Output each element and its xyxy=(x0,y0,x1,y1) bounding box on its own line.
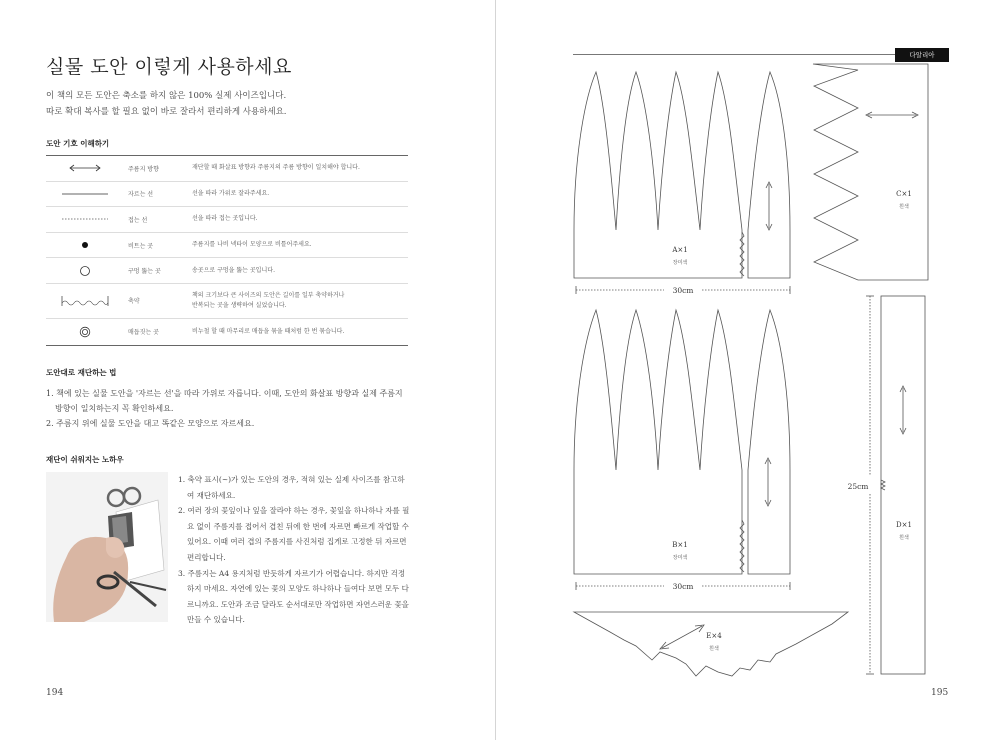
tips-list xyxy=(178,472,410,628)
pattern-c-shape xyxy=(813,64,928,280)
pattern-b-grain-arrow xyxy=(765,458,771,506)
clip-scissors-photo xyxy=(46,472,168,622)
tip-item: 2. 여러 장의 꽃잎이나 잎을 잘라야 하는 경우, 꽃잎을 하나하나 자를 필요 없이 주름지를 접어서 겹친 뒤에 한 번에 자르면 빠르게 작업할 수 있어요. 이때 여러 겹의 주름지를 사진처럼 집게로 고정한 뒤 자르면 편리합니다. xyxy=(178,506,410,562)
legend-heading: 도안 기호 이해하기 xyxy=(46,139,110,148)
legend-desc: 선을 따라 가위로 잘라주세요. xyxy=(192,189,270,197)
legend-row xyxy=(46,233,408,259)
pattern-a-color: 장미색 xyxy=(672,260,688,266)
pattern-b-label: B×1 xyxy=(672,541,688,549)
cut-step: 2. 주름지 위에 실물 도안을 대고 똑같은 모양으로 자르세요. xyxy=(46,419,255,428)
pattern-d-label: D×1 xyxy=(896,521,912,529)
page-title: 실물 도안 이렇게 사용하세요 xyxy=(46,56,292,78)
legend-desc: 책의 크기보다 큰 사이즈의 도안은 길이를 일부 축약하거나 반복되는 곳을 생략하여 실었습니다. xyxy=(192,291,345,309)
legend-name: 축약 xyxy=(128,298,140,306)
pattern-d-color: 흰색 xyxy=(899,535,909,541)
pattern-d-height: 25cm xyxy=(847,482,869,491)
legend-name: 구멍 뚫는 곳 xyxy=(128,268,161,276)
pattern-sheet xyxy=(496,0,989,740)
right-page xyxy=(496,0,989,740)
pattern-b-width: 30cm xyxy=(672,582,694,591)
legend-name: 비트는 곳 xyxy=(128,242,154,250)
legend-row xyxy=(46,156,408,182)
cut-step: 1. 책에 있는 실물 도안을 '자르는 선'을 따라 가위로 자릅니다. 이때, 도안의 화살표 방향과 실제 주름지 방향이 일치하는지 꼭 확인하세요. xyxy=(46,389,403,413)
legend-row xyxy=(46,182,408,208)
page-number: 194 xyxy=(46,688,64,698)
pattern-e-color: 흰색 xyxy=(709,646,719,652)
pattern-c-color: 흰색 xyxy=(899,204,909,210)
tips-heading: 재단이 쉬워지는 노하우 xyxy=(46,455,124,464)
chapter-tab: 다알리아 xyxy=(895,48,949,62)
legend-name: 주름지 방향 xyxy=(128,165,159,173)
pattern-a-grain-arrow xyxy=(766,182,772,230)
pattern-c-label: C×1 xyxy=(896,190,912,198)
pattern-b-shape xyxy=(574,310,790,574)
legend-name: 접는 선 xyxy=(128,216,148,224)
cut-steps xyxy=(46,386,411,431)
legend-desc: 선을 따라 접는 곳입니다. xyxy=(192,215,258,223)
legend-row xyxy=(46,258,408,284)
symbol-legend-table xyxy=(46,155,408,346)
pattern-d-shape xyxy=(881,296,925,674)
pattern-a-label: A×1 xyxy=(672,246,688,254)
legend-desc: 재단할 때 화살표 방향과 주름지의 주름 방향이 일치해야 합니다. xyxy=(192,164,360,172)
dashed-line-icon xyxy=(46,217,124,221)
double-arrow-icon xyxy=(46,164,124,172)
legend-desc: 비누철 할 때 마무리로 매듭을 묶을 때처럼 한 번 묶습니다. xyxy=(192,327,345,335)
legend-row xyxy=(46,207,408,233)
pattern-labels xyxy=(671,190,912,652)
legend-desc: 송곳으로 구멍을 뚫는 곳입니다. xyxy=(192,266,275,274)
pattern-e-shape xyxy=(574,612,848,676)
tip-item: 3. 주름지는 A4 용지처럼 반듯하게 자르기가 어렵습니다. 하지만 걱정하지 마세요. 자연에 있는 꽃의 모양도 하나하나 들여다 보면 모두 다르니까요. 도안과 조금 달라도 순서대로만 작업하면 자연스러운 꽃을 만들 수 있습니다. xyxy=(178,568,409,625)
legend-desc: 주름지를 나비 넥타이 모양으로 비틀어주세요. xyxy=(192,241,312,249)
intro-line: 이 책의 모든 도안은 축소를 하지 않은 100% 실제 사이즈입니다. xyxy=(46,91,287,101)
solid-line-icon xyxy=(46,192,124,196)
intro-line: 따로 확대 복사를 할 필요 없이 바로 잘라서 편리하게 사용하세요. xyxy=(46,107,287,117)
legend-name: 매듭짓는 곳 xyxy=(128,329,159,337)
legend-name: 자르는 선 xyxy=(128,191,154,199)
double-circle-icon xyxy=(46,326,124,338)
pattern-e-label: E×4 xyxy=(706,632,722,640)
tip-item: 1. 축약 표시(~)가 있는 도안의 경우, 적혀 있는 실제 사이즈를 참고하여 재단하세요. xyxy=(178,475,405,500)
open-circle-icon xyxy=(46,265,124,277)
filled-dot-icon xyxy=(46,241,124,249)
legend-row xyxy=(46,319,408,345)
legend-row xyxy=(46,284,408,319)
intro-text xyxy=(46,88,287,120)
page-number: 195 xyxy=(931,688,949,698)
pattern-b-color: 장미색 xyxy=(672,555,688,561)
shrink-mark-icon xyxy=(46,293,124,309)
cut-heading: 도안대로 재단하는 법 xyxy=(46,368,117,377)
pattern-a-width: 30cm xyxy=(672,286,694,295)
